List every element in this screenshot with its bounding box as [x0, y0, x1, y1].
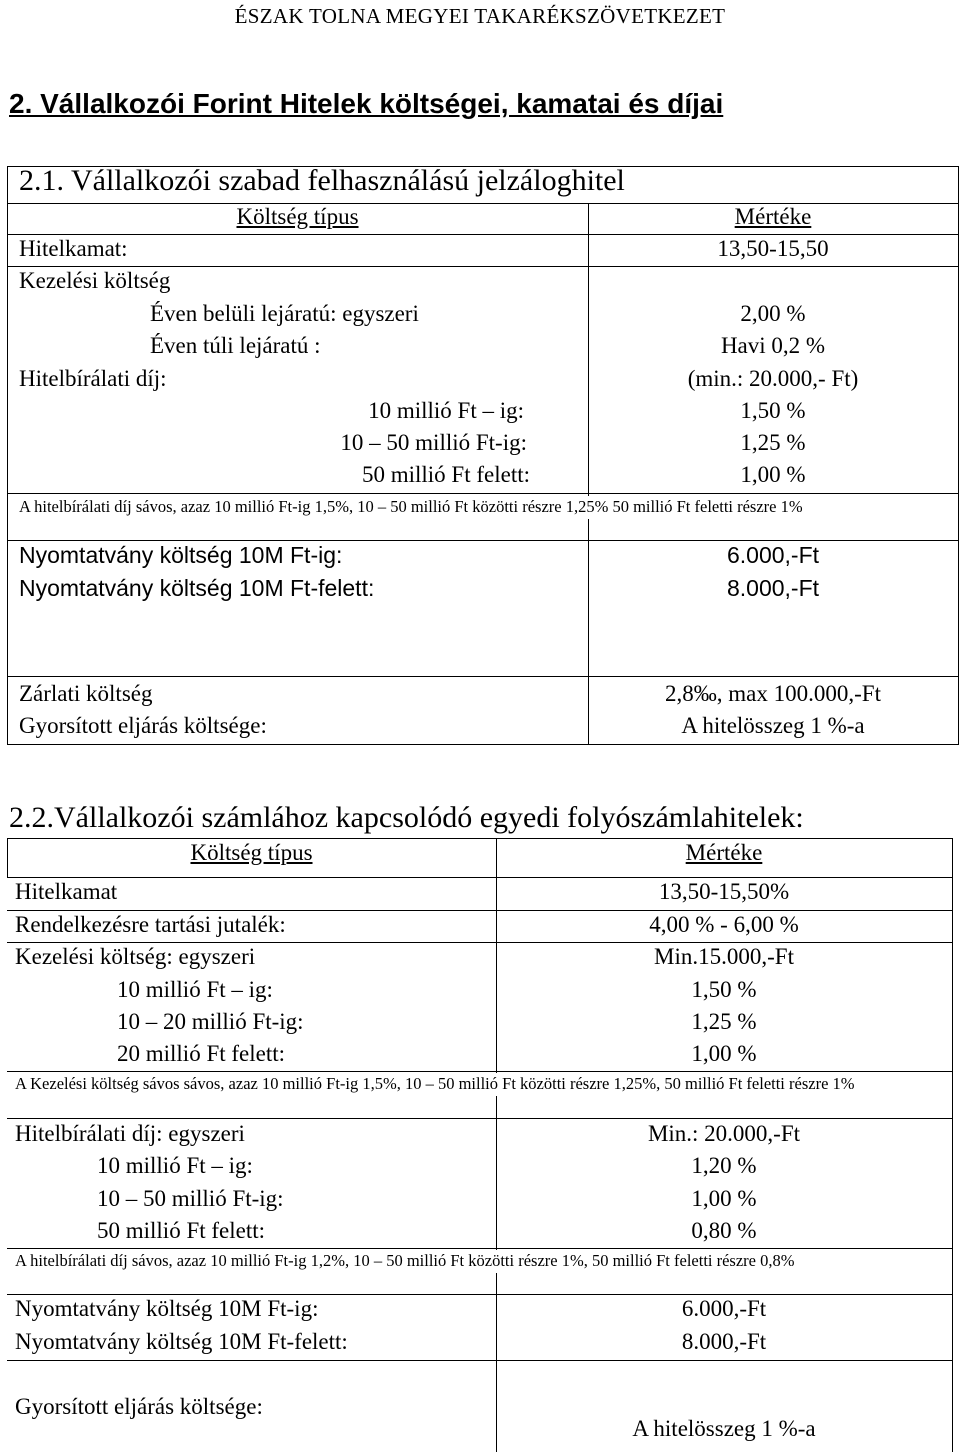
row-value: (min.: 20.000,- Ft)	[687, 366, 859, 391]
row-label: Zárlati költség	[19, 681, 153, 706]
row-label: Kezelési költség: egyszeri	[15, 944, 256, 969]
row-label: 10 – 50 millió Ft-ig:	[97, 1186, 284, 1211]
row-value: A hitelösszeg 1 %-a	[632, 1416, 816, 1441]
row-label: Nyomtatvány költség 10M Ft-ig:	[15, 1296, 319, 1321]
row-value: 0,80 %	[691, 1218, 757, 1243]
fee-note: A hitelbírálati díj sávos, azaz 10 millió Ft-ig 1,2%, 10 – 50 millió Ft közötti részre 1%, 50 millió Ft feletti részre 0,8%	[15, 1250, 945, 1273]
row-value: Havi 0,2 %	[720, 333, 826, 358]
row-value: 1,50 %	[740, 398, 806, 423]
fee-note: A Kezelési költség sávos sávos, azaz 10 millió Ft-ig 1,5%, 10 – 50 millió Ft közötti részre 1,25%, 50 millió Ft feletti részre 1%	[15, 1073, 945, 1096]
row-label: 50 millió Ft felett:	[361, 462, 530, 487]
row-value: 6.000,-Ft	[681, 1296, 767, 1321]
row-value: 6.000,-Ft	[726, 542, 820, 568]
row-value: 1,00 %	[691, 1041, 757, 1066]
row-label: 20 millió Ft felett:	[117, 1041, 286, 1066]
row-label: 10 – 50 millió Ft-ig:	[340, 430, 527, 455]
row-label: Rendelkezésre tartási jutalék:	[15, 912, 286, 937]
row-value: 1,25 %	[691, 1009, 757, 1034]
row-label: Kezelési költség	[19, 268, 171, 293]
column-header-amount: Mértéke	[734, 204, 812, 229]
row-value: Min.15.000,-Ft	[654, 944, 794, 969]
page-title: 2. Vállalkozói Forint Hitelek költségei, kamatai és díjai	[9, 88, 724, 119]
row-label: Nyomtatvány költség 10M Ft-ig:	[19, 542, 343, 568]
row-label: Hitelkamat	[15, 879, 118, 904]
fee-note: A hitelbírálati díj sávos, azaz 10 millió Ft-ig 1,5%, 10 – 50 millió Ft közötti részre 1,25% 50 millió Ft feletti részre 1%	[19, 496, 949, 519]
row-label: Nyomtatvány költség 10M Ft-felett:	[19, 575, 375, 601]
row-label: Éven túli lejáratú :	[150, 333, 321, 358]
section-2-2-heading: 2.2.Vállalkozói számlához kapcsolódó egyedi folyószámlahitelek:	[9, 801, 804, 834]
row-label: 50 millió Ft felett:	[97, 1218, 266, 1243]
column-header-cost-type: Költség típus	[190, 840, 313, 865]
row-label: 10 – 20 millió Ft-ig:	[117, 1009, 304, 1034]
row-value: 1,00 %	[691, 1186, 757, 1211]
row-label: 10 millió Ft – ig:	[368, 398, 524, 423]
row-value: 1,00 %	[740, 462, 806, 487]
row-label: Gyorsított eljárás költsége:	[19, 713, 267, 738]
row-value: 1,25 %	[740, 430, 806, 455]
row-label: Nyomtatvány költség 10M Ft-felett:	[15, 1329, 348, 1354]
row-label: 10 millió Ft – ig:	[97, 1153, 253, 1178]
row-label: Éven belüli lejáratú: egyszeri	[150, 301, 419, 326]
row-label: Gyorsított eljárás költsége:	[15, 1394, 263, 1419]
row-label: 10 millió Ft – ig:	[117, 977, 273, 1002]
organization-name: ÉSZAK TOLNA MEGYEI TAKARÉKSZÖVETKEZET	[234, 4, 726, 28]
row-value: Min.: 20.000,-Ft	[647, 1121, 801, 1146]
section-2-1-heading: 2.1. Vállalkozói szabad felhasználású jelzáloghitel	[19, 164, 625, 197]
row-value: 2,8‰, max 100.000,-Ft	[665, 681, 881, 706]
row-label: Hitelbírálati díj: egyszeri	[15, 1121, 245, 1146]
row-value: 1,20 %	[691, 1153, 757, 1178]
row-value: 13,50-15,50	[717, 236, 829, 261]
column-header-amount: Mértéke	[685, 840, 763, 865]
row-value: 8.000,-Ft	[681, 1329, 767, 1354]
row-label: Hitelkamat:	[19, 236, 128, 261]
row-value: 13,50-15,50%	[658, 879, 790, 904]
row-value: 2,00 %	[740, 301, 806, 326]
row-value: A hitelösszeg 1 %-a	[681, 713, 865, 738]
column-header-cost-type: Költség típus	[236, 204, 359, 229]
row-label: Hitelbírálati díj:	[19, 366, 167, 391]
row-value: 1,50 %	[691, 977, 757, 1002]
row-value: 8.000,-Ft	[726, 575, 820, 601]
row-value: 4,00 % - 6,00 %	[649, 912, 799, 937]
